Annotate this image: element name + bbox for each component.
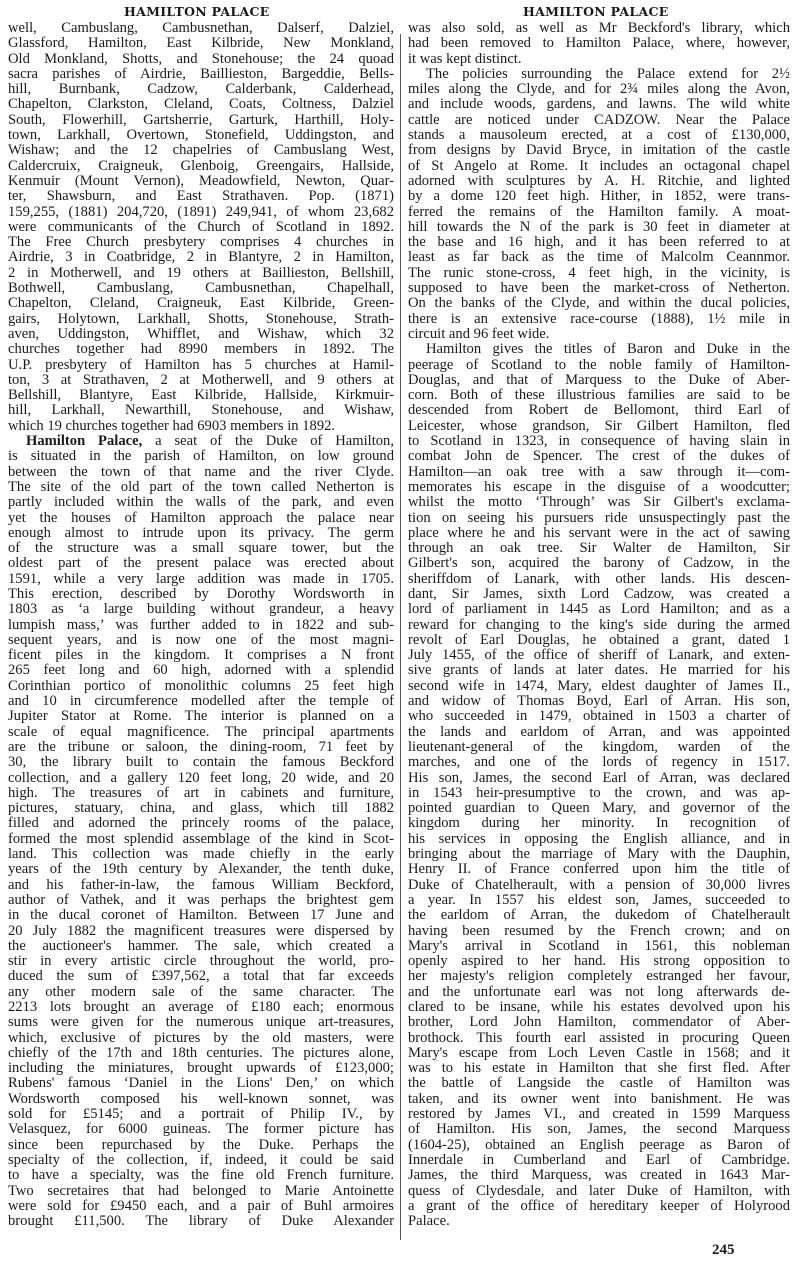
text-line: having been resumed by the French crown; and on (408, 922, 790, 939)
text-line: years of the 19th century by Alexander, the tenth duke, (8, 861, 394, 878)
text-line: Rubens' famous ‘Daniel in the Lions' Den,’ on which (8, 1075, 394, 1092)
text-line: the battle of Langside the castle of Hamilton was (408, 1075, 790, 1092)
text-line: from designs by David Bryce, in imitation of the castle (408, 142, 790, 159)
text-line: revolt of Earl Douglas, he obtained a grant, dated 1 (408, 631, 790, 648)
text-line: are the tribune or saloon, the dining-room, 71 feet by (8, 738, 394, 755)
text-line: there is an extensive race-course (1888), 1½ mile in (408, 310, 790, 327)
text-line: including the miniatures, brought upwards of £123,000; (8, 1060, 394, 1077)
text-line: Hamilton gives the titles of Baron and Duke in the (426, 341, 790, 358)
text-line: Velasquez, for 6000 guineas. The former picture has (8, 1121, 394, 1138)
text-line: yet the houses of Hamilton approach the palace near (8, 509, 394, 526)
text-line: restored by James VI., and created in 1599 Marquess (408, 1106, 790, 1123)
text-line: since been repurchased by the Duke. Perhaps the (8, 1136, 394, 1153)
text-line: The policies surrounding the Palace extend for 2½ (426, 65, 790, 82)
text-line: Caldercruix, Craigneuk, Glenboig, Greengairs, Hallside, (8, 157, 394, 174)
text-line: is situated in the parish of Hamilton, on low ground (8, 448, 394, 465)
column-divider (400, 34, 401, 1240)
text-line: James, the third Marquess, was created in 1643 Mar- (408, 1167, 790, 1184)
text-line: supposed to have been the market-cross of Netherton. (408, 280, 790, 297)
text-line: aven, Uddingston, Whifflet, and Wishaw, which 32 (8, 325, 394, 342)
running-head-right: HAMILTON PALACE (523, 4, 669, 19)
text-line: it was kept distinct. (408, 50, 522, 67)
text-line: hill, Burnbank, Cadzow, Calderbank, Calderhead, (8, 81, 394, 98)
text-line: her majesty's religion completely estranged her favour, (408, 968, 790, 985)
text-line: any other modern sale of the same character. The (8, 983, 394, 1000)
text-line: 1803 as ‘a large building without grandeur, a heavy (8, 601, 394, 618)
left-column (8, 21, 394, 1229)
text-line: corn. Both of these illustrious families are said to be (408, 387, 790, 404)
text-line: sums were given for the numerous unique art-treasures, (8, 1014, 394, 1031)
text-line: pictures, statuary, china, and glass, which till 1882 (8, 800, 394, 817)
text-line: town, Larkhall, Overtown, Stonefield, Uddingston, and (8, 127, 394, 144)
text-line: of St Angelo at Rome. It includes an octagonal chapel (408, 157, 790, 174)
text-line: lord of parliament in 1445 as Lord Hamilton; and as a (408, 601, 790, 618)
line-text: a seat of the Duke of Hamilton, (142, 433, 394, 450)
text-line: South, Flowerhill, Gartsherrie, Garturk, Harthill, Holy- (8, 111, 394, 128)
text-line: filled and adorned the princely rooms of the palace, (8, 815, 394, 832)
text-line: ton, 3 at Strathaven, 2 at Motherwell, and 9 others at (8, 371, 394, 388)
text-line: collection, and a gallery 120 feet long, 20 wide, and 20 (8, 769, 394, 786)
text-line: and the unfortunate earl was not long afterwards de- (408, 983, 790, 1000)
text-line: oldest part of the present palace was erected about (8, 555, 394, 572)
text-line: cattle are noticed under CADZOW. Near the Palace (408, 111, 790, 128)
right-column (408, 21, 790, 1229)
text-line: ficent piles in the kingdom. It comprises a N front (8, 647, 394, 664)
text-line: to have a specialty, was the fine old French furniture. (8, 1167, 394, 1184)
text-line: Old Monkland, Shotts, and Stonehouse; the 24 quoad (8, 50, 394, 67)
text-line: enough almost to intrude upon its privacy. The germ (8, 524, 394, 541)
text-line: the base and 16 high, and it has been referred to at (408, 234, 790, 251)
text-line: The site of the old part of the town called Netherton is (8, 478, 394, 495)
text-line: was also sold, as well as Mr Beckford's library, which (408, 20, 790, 36)
text-line: descended from Robert de Bellomont, third Earl of (408, 402, 790, 419)
paragraph (8, 21, 394, 434)
text-line: sacra parishes of Airdrie, Baillieston, Bargeddie, Bells- (8, 65, 394, 82)
text-line: July 1455, of the office of sheriff of Lanark, and exten- (408, 647, 790, 664)
text-line: Gilbert's son, acquired the barony of Cadzow, in the (408, 555, 790, 572)
text-line: Corinthian portico of monolithic columns 25 feet high (8, 677, 394, 694)
text-line: were sold for £9450 each, and a pair of Buhl armoires (8, 1197, 394, 1214)
text-line: ter, Shawsburn, and East Strathaven. Pop. (1871) (8, 188, 394, 205)
text-line: of Hamilton. His son, James, the second Marquess (408, 1121, 790, 1138)
text-line: high. The treasures of art in cabinets and furniture, (8, 784, 394, 801)
text-line: and widow of Thomas Boyd, Earl of Arran. His son, (408, 693, 790, 710)
text-line: well, Cambuslang, Cambusnethan, Dalserf, Dalziel, (8, 20, 394, 36)
text-line: Leicester, whose grandson, Sir Gilbert Hamilton, fled (408, 417, 790, 434)
text-line: lumpish mass,’ was further added to in 1822 and sub- (8, 616, 394, 633)
text-line: combat John de Spencer. The crest of the dukes of (408, 448, 790, 465)
text-line: brother, Lord John Hamilton, commendator of Aber- (408, 1014, 790, 1031)
text-line: was to his estate in Hamilton that she first fled. After (408, 1060, 790, 1077)
text-line: miles along the Clyde, and for 2¾ miles along the Avon, (408, 81, 790, 98)
text-line: Bothwell, Cambuslang, Cambusnethan, Chapelhall, (8, 280, 394, 297)
text-line: tion on seeing his pursuers ride unsuspectingly past the (408, 509, 790, 526)
running-head-left: HAMILTON PALACE (124, 4, 270, 19)
text-line: of the structure was a small square tower, but the (8, 540, 394, 557)
text-line: quess of Clydesdale, and later Duke of Hamilton, with (408, 1182, 790, 1199)
text-line: 30, the library built to contain the famous Beckford (8, 754, 394, 771)
text-line: Jupiter Stator at Rome. The interior is planned on a (8, 708, 394, 725)
text-line: place where he and his servant were in the act of sawing (408, 524, 790, 541)
text-line: in 1543 heir-presumptive to the crown, and was ap- (408, 784, 790, 801)
text-line: had been removed to Hamilton Palace, where, however, (408, 35, 790, 52)
text-line: Innerdale in Cumberland and Earl of Cambridge. (408, 1151, 790, 1168)
text-line: Hamilton—an oak tree with a saw through it—com- (408, 463, 790, 480)
text-line: circuit and 96 feet wide. (408, 325, 550, 342)
text-line: adorned with sculptures by A. H. Ritchie, and lighted (408, 172, 790, 189)
text-line: the auctioneer's hammer. The sale, which created a (8, 937, 394, 954)
page-number: 245 (712, 1242, 735, 1258)
text-line: 265 feet long and 60 high, adorned with a splendid (8, 662, 394, 679)
text-line: a grant of the office of hereditary keeper of Holyrood (408, 1197, 790, 1214)
text-line: between the town of that name and the river Clyde. (8, 463, 394, 480)
text-line: ferred the remains of the Hamilton family. A moat- (408, 203, 790, 220)
text-line: the lands and earldom of Arran, and was appointed (408, 723, 790, 740)
text-line: His son, James, the second Earl of Arran, was declared (408, 769, 790, 786)
paragraph (408, 342, 790, 1229)
text-line: The runic stone-cross, 4 feet high, in the vicinity, is (408, 264, 790, 281)
paragraph (408, 21, 790, 67)
text-line: On the banks of the Clyde, and within the ducal policies, (408, 295, 790, 312)
text-line: partly included within the walls of the park, and even (8, 494, 394, 511)
text-line: sold for £5145; and a portrait of Philip IV., by (8, 1106, 394, 1123)
text-line: land. This collection was made chiefly in the early (8, 846, 394, 863)
text-line: brought £11,500. The library of Duke Alexander (8, 1213, 394, 1230)
text-line: pointed guardian to Queen Mary, and governor of the (408, 800, 790, 817)
text-line: Kenmuir (Mount Vernon), Meadowfield, Newton, Quar- (8, 172, 394, 189)
text-line: memorates his escape in the disguise of a woodcutter; (408, 478, 790, 495)
text-line: duced the sum of £397,562, a total that far exceeds (8, 968, 394, 985)
text-line: 20 July 1882 the magnificent treasures were dispersed by (8, 922, 394, 939)
text-line: taken, and its owner went into banishment. He was (408, 1090, 790, 1107)
text-line: reward for changing to the king's side during the armed (408, 616, 790, 633)
paragraph (408, 67, 790, 342)
text-line: sive grants of lands at later dates. He married for his (408, 662, 790, 679)
text-line: U.P. presbytery of Hamilton has 5 churches at Hamil- (8, 356, 394, 373)
text-line: This erection, described by Dorothy Wordsworth in (8, 585, 394, 602)
text-line: bringing about the marriage of Mary with the Dauphin, (408, 846, 790, 863)
text-line (8, 434, 394, 449)
text-line: marches, and one of the lords of regency in 1517. (408, 754, 790, 771)
text-line: stir in every artistic circle throughout the world, pro- (8, 953, 394, 970)
text-line: brothock. This fourth earl assisted in procuring Queen (408, 1029, 790, 1046)
text-line: Glassford, Hamilton, East Kilbride, New Monkland, (8, 35, 394, 52)
text-line: The Free Church presbytery comprises 4 churches in (8, 234, 394, 251)
text-line: and include woods, gardens, and lawns. The wild white (408, 96, 790, 113)
text-line: 1591, while a very large addition was made in 1705. (8, 570, 394, 587)
text-line: Bellshill, Blantyre, East Kilbride, Hallside, Kirkmuir- (8, 387, 394, 404)
text-line: who succeeded in 1479, obtained in 1503 a charter of (408, 708, 790, 725)
paragraph (8, 434, 394, 1229)
text-line: were communicants of the Church of Scotland in 1892. (8, 218, 394, 235)
text-line: 2 in Motherwell, and 19 others at Baillieston, Bellshill, (8, 264, 394, 281)
text-line: peerage of Scotland to the noble family of Hamilton- (408, 356, 790, 373)
text-line: Chapelton, Cleland, Craigneuk, East Kilbride, Green- (8, 295, 394, 312)
text-line: hill, Larkhall, Newarthill, Stonehouse, and Wishaw, (8, 402, 394, 419)
text-line: sequent years, and is now one of the most magni- (8, 631, 394, 648)
text-line: lieutenant-general of the kingdom, warden of the (408, 738, 790, 755)
text-line: Mary's escape from Loch Leven Castle in 1568; and it (408, 1044, 790, 1061)
text-line: Wishaw; and the 12 chapelries of Cambuslang West, (8, 142, 394, 159)
text-line: Douglas, and that of Marquess to the Duke of Aber- (408, 371, 790, 388)
text-line: Wordsworth composed his well-known sonnet, was (8, 1090, 394, 1107)
text-line: openly aspired to her hand. His strong opposition to (408, 953, 790, 970)
text-line: Henry II. of France conferred upon him the title of (408, 861, 790, 878)
text-line: kingdom during her minority. In recognition of (408, 815, 790, 832)
text-line: and 10 in circumference modelled after the temple of (8, 693, 394, 710)
text-line: Chapelton, Clarkston, Cleland, Coats, Coltness, Dalziel (8, 96, 394, 113)
text-line: formed the most splendid assemblage of the kind in Scot- (8, 830, 394, 847)
text-line: Mary's arrival in Scotland in 1561, this nobleman (408, 937, 790, 954)
text-line: author of Vathek, and it was perhaps the brightest gem (8, 891, 394, 908)
text-line: a year. In 1557 his eldest son, James, succeeded to (408, 891, 790, 908)
text-line: dant, Sir James, sixth Lord Cadzow, was created a (408, 585, 790, 602)
text-line: 159,255, (1881) 204,720, (1891) 249,941, of whom 23,682 (8, 203, 394, 220)
text-line: second wife in 1474, Mary, eldest daughter of James II., (408, 677, 790, 694)
text-line: chiefly of the 17th and 18th centuries. The pictures alone, (8, 1044, 394, 1061)
text-line: churches together had 8990 members in 1892. The (8, 341, 394, 358)
text-line: in the ducal coronet of Hamilton. Between 17 June and (8, 907, 394, 924)
text-line: which, exclusive of pictures by the old masters, were (8, 1029, 394, 1046)
text-line: his services in opposing the English alliance, and in (408, 830, 790, 847)
text-line: Two secretaires that had belonged to Marie Antoinette (8, 1182, 394, 1199)
text-line: the earldom of Arran, the dukedom of Chatelherault (408, 907, 790, 924)
text-line: (1604-25), obtained an English peerage as Baron of (408, 1136, 790, 1153)
text-line: scale of equal magnificence. The principal apartments (8, 723, 394, 740)
text-line: specialty of the collection, if, indeed, it could be said (8, 1151, 394, 1168)
text-line: through an oak tree. Sir Walter de Hamilton, Sir (408, 540, 790, 557)
text-line: whilst the motto ‘Through’ was Sir Gilbert's exclama- (408, 494, 790, 511)
text-line: Airdrie, 3 in Coatbridge, 2 in Blantyre, 2 in Hamilton, (8, 249, 394, 266)
text-line: gairs, Holytown, Larkhall, Shotts, Stonehouse, Strath- (8, 310, 394, 327)
text-line: sheriffdom of Lanark, with other lands. His descen- (408, 570, 790, 587)
text-line: stands a mausoleum erected, at a cost of £130,000, (408, 127, 790, 144)
text-line: to Scotland in 1323, in consequence of having slain in (408, 433, 790, 450)
text-line: 2213 lots brought an average of £180 each; enormous (8, 999, 394, 1015)
text-line: Palace. (408, 1213, 450, 1230)
text-line: by a dome 120 feet high. Hither, in 1852, were trans- (408, 188, 790, 205)
text-line: and his father-in-law, the famous William Beckford, (8, 876, 394, 893)
text-line: least as far back as the time of Malcolm Ceannmor. (408, 249, 790, 266)
entry-headword: Hamilton Palace, (26, 433, 143, 450)
text-line: which 19 churches together had 6903 members in 1892. (8, 417, 336, 434)
text-line: Duke of Chatelherault, with a pension of 30,000 livres (408, 876, 790, 893)
text-line: clared to be insane, while his estates devolved upon his (408, 999, 790, 1015)
text-line: hill towards the N of the park is 30 feet in diameter at (408, 218, 790, 235)
